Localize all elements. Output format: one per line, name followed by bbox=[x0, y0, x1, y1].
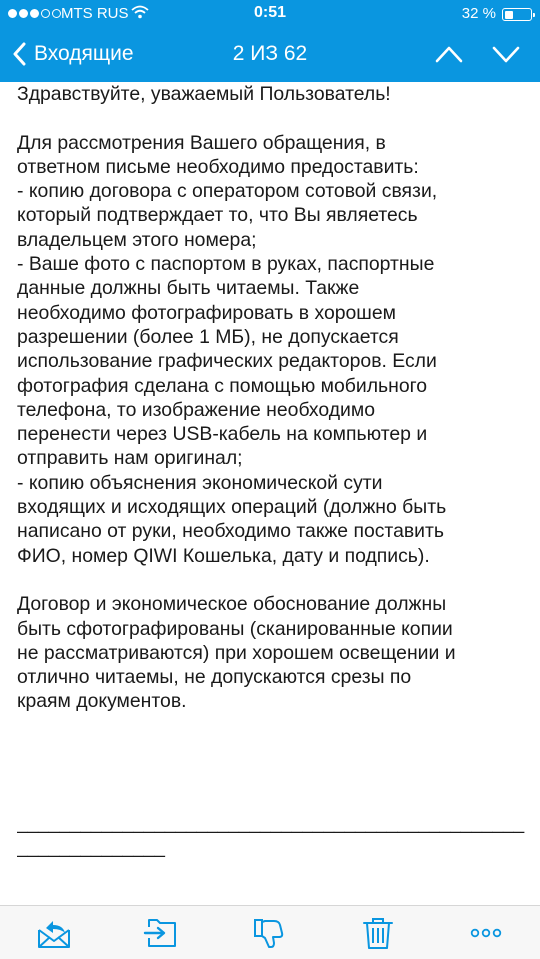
previous-message-button[interactable] bbox=[433, 42, 465, 66]
spam-button[interactable] bbox=[252, 916, 288, 950]
carrier-label: MTS RUS bbox=[61, 5, 129, 22]
message-counter: 2 ИЗ 62 bbox=[232, 42, 308, 65]
nav-bar bbox=[0, 28, 540, 82]
battery-icon bbox=[502, 8, 532, 21]
chevron-up-icon bbox=[433, 42, 465, 66]
back-label: Входящие bbox=[34, 42, 134, 65]
spam-icon bbox=[252, 916, 288, 950]
reply-button[interactable] bbox=[36, 916, 72, 950]
delete-button[interactable] bbox=[360, 916, 396, 950]
message-body: Здравствуйте, уважаемый Пользователь! Для рассмотрения Вашего обращения, в ответном письме необходимо предоставить: - копию договора с оператором сотовой связи, который подтверждает то, что Вы являетесь владельцем этого номера; - Ваше фото с паспортом в руках, паспортные данные должны быть читаемы. Также необходимо фотографировать в хорошем разрешении (более 1 МБ), не допускается использование графических редакторов. Если фотография сделана с помощью мобильного телефона, то изображение необходимо перенести через USB-кабель на компьютер и отправить нам оригинал; - копию объяснения экономической сути входящих и исходящих операций (должно быть написано от руки, необходимо также поставить ФИО, номер QIWI Кошелька, дату и подпись). Договор и экономическое обоснование должны быть сфотографированы (сканированные копии не рассматриваются) при хорошем освещении и отлично читаемы, не допускаются срезы по краям документов. bbox=[17, 83, 456, 713]
chevron-down-icon bbox=[490, 42, 522, 66]
battery-percent: 32 % bbox=[461, 5, 496, 22]
reply-icon bbox=[36, 916, 72, 950]
signature-separator: ________________________________________________ ______________ bbox=[17, 813, 525, 858]
status-bar bbox=[0, 0, 540, 28]
clock: 0:51 bbox=[253, 4, 287, 21]
header bbox=[0, 0, 540, 82]
more-icon bbox=[468, 916, 504, 950]
trash-icon bbox=[360, 916, 396, 950]
move-button[interactable] bbox=[143, 916, 179, 950]
more-button[interactable] bbox=[468, 916, 504, 950]
bottom-toolbar bbox=[0, 905, 540, 959]
next-message-button[interactable] bbox=[490, 42, 522, 66]
move-to-folder-icon bbox=[143, 916, 179, 950]
